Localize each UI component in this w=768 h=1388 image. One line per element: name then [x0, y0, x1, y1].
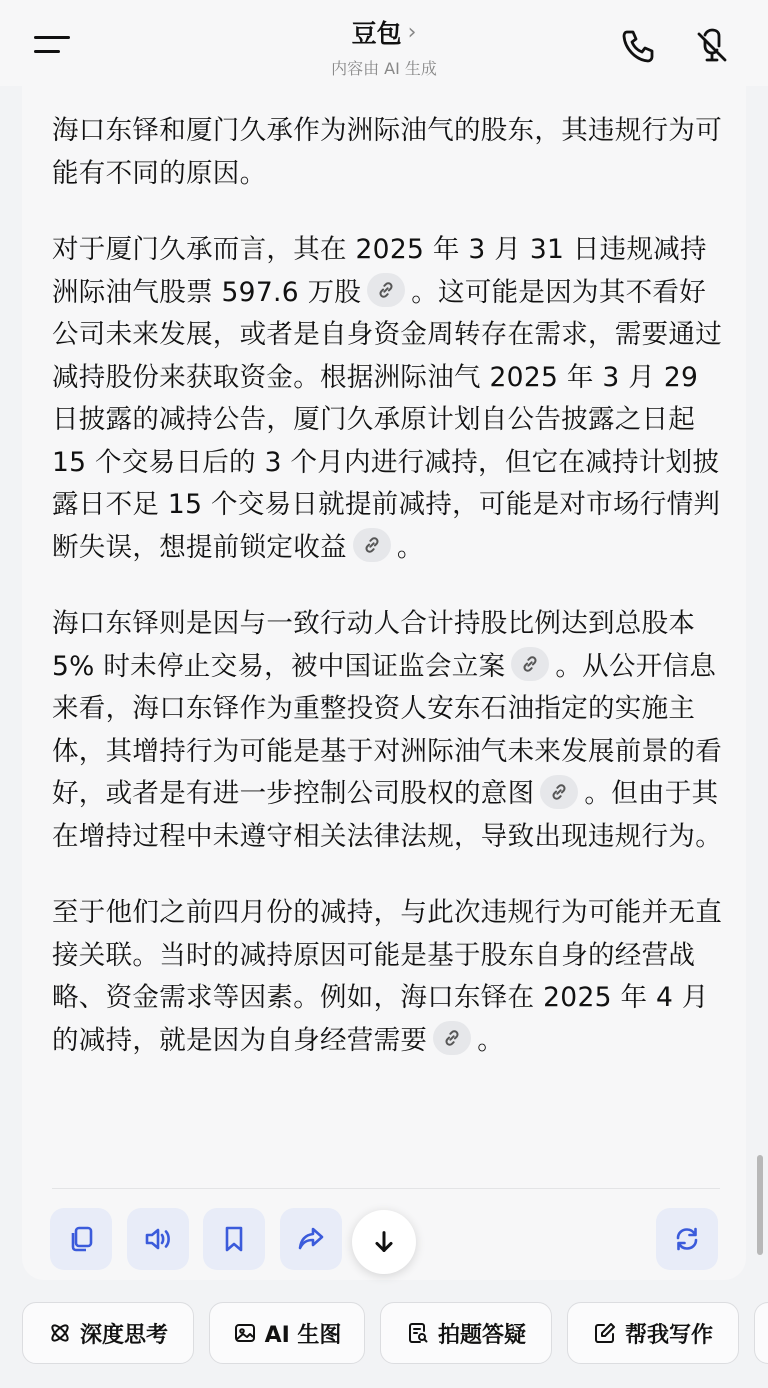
paragraph-text: 。但由于其在增持过程中未遵守相关法律法规，导致出现违规行为。: [52, 778, 722, 852]
paragraph-text: 海口东铎和厦门久承作为洲际油气的股东，其违规行为可能有不同的原因。: [52, 115, 722, 189]
deep-thinking-button[interactable]: [22, 1302, 194, 1364]
more-quick-actions[interactable]: [754, 1302, 768, 1364]
bot-title-text: 豆包: [351, 19, 402, 48]
citation-link-icon[interactable]: [511, 647, 549, 681]
share-button[interactable]: [280, 1208, 342, 1270]
message-card: [22, 86, 746, 1280]
paragraph-1: [52, 110, 722, 195]
paragraph-text: 。: [477, 1024, 505, 1056]
divider: [52, 1188, 720, 1189]
quick-actions-bar: [0, 1290, 768, 1388]
ai-disclaimer: 内容由 AI 生成: [331, 59, 437, 78]
paragraph-text: 。从公开信息来看，海口东铎作为重整投资人安东石油指定的实施主体，其增持行为可能是基于对洲际油气未来发展前景的看好，或者是有进一步控制公司股权的意图: [52, 650, 722, 809]
answer-content: [52, 110, 722, 1096]
pill-label: AI 生图: [264, 1322, 342, 1348]
regenerate-icon: [671, 1223, 703, 1255]
scroll-to-bottom-button[interactable]: [352, 1210, 416, 1274]
paragraph-3: [52, 603, 722, 858]
speaker-icon: [142, 1223, 174, 1255]
read-aloud-button[interactable]: [127, 1208, 189, 1270]
chevron-right-icon: ›: [407, 19, 417, 45]
citation-link-icon[interactable]: [367, 273, 405, 307]
paragraph-text: 海口东铎则是因与一致行动人合计持股比例达到总股本 5% 时未停止交易，被中国证监会立案: [52, 608, 696, 682]
citation-link-icon[interactable]: [540, 775, 578, 809]
regenerate-button[interactable]: [656, 1208, 718, 1270]
search-doc-icon: [406, 1321, 430, 1345]
paragraph-text: 对于厦门久承而言，其在 2025 年 3 月 31 日违规减持洲际油气股票 597.6 万股: [52, 234, 707, 308]
bot-title[interactable]: [352, 14, 417, 50]
paragraph-4: [52, 892, 722, 1062]
bookmark-button[interactable]: [203, 1208, 265, 1270]
paragraph-text: 。: [396, 531, 424, 563]
scrollbar[interactable]: [757, 1155, 763, 1255]
paragraph-text: 至于他们之前四月份的减持，与此次违规行为可能并无直接关联。当时的减持原因可能是基于股东自身的经营战略、资金需求等因素。例如，海口东铎在 2025 年 4 月的减持，就是因为自身经营需要: [52, 897, 722, 1056]
help-write-button[interactable]: [567, 1302, 739, 1364]
phone-icon[interactable]: [618, 26, 658, 66]
pill-label: 深度思考: [79, 1322, 168, 1348]
atom-icon: [48, 1321, 72, 1345]
image-icon: [233, 1321, 257, 1345]
citation-link-icon[interactable]: [433, 1021, 471, 1055]
photo-question-button[interactable]: [380, 1302, 552, 1364]
paragraph-2: [52, 229, 722, 569]
pill-label: 拍题答疑: [437, 1322, 526, 1348]
top-bar: [0, 0, 768, 86]
copy-icon: [65, 1223, 97, 1255]
bookmark-icon: [218, 1223, 250, 1255]
ai-image-button[interactable]: [209, 1302, 365, 1364]
copy-button[interactable]: [50, 1208, 112, 1270]
paragraph-text: 。这可能是因为其不看好公司未来发展，或者是自身资金周转存在需求，需要通过减持股份来获取资金。根据洲际油气 2025 年 3 月 29 日披露的减持公告，厦门久承原计划自公告披露之日起 15 个交易日后的 3 个月内进行减持，但它在减持计划披露日不足 15 个交易日就提前减持，可能是对市场行情判断失误，想提前锁定收益: [52, 276, 722, 563]
mute-icon[interactable]: [692, 26, 732, 66]
share-icon: [295, 1223, 327, 1255]
pill-label: 帮我写作: [624, 1322, 713, 1348]
edit-icon: [593, 1321, 617, 1345]
arrow-down-icon: [369, 1227, 399, 1257]
citation-link-icon[interactable]: [353, 528, 391, 562]
